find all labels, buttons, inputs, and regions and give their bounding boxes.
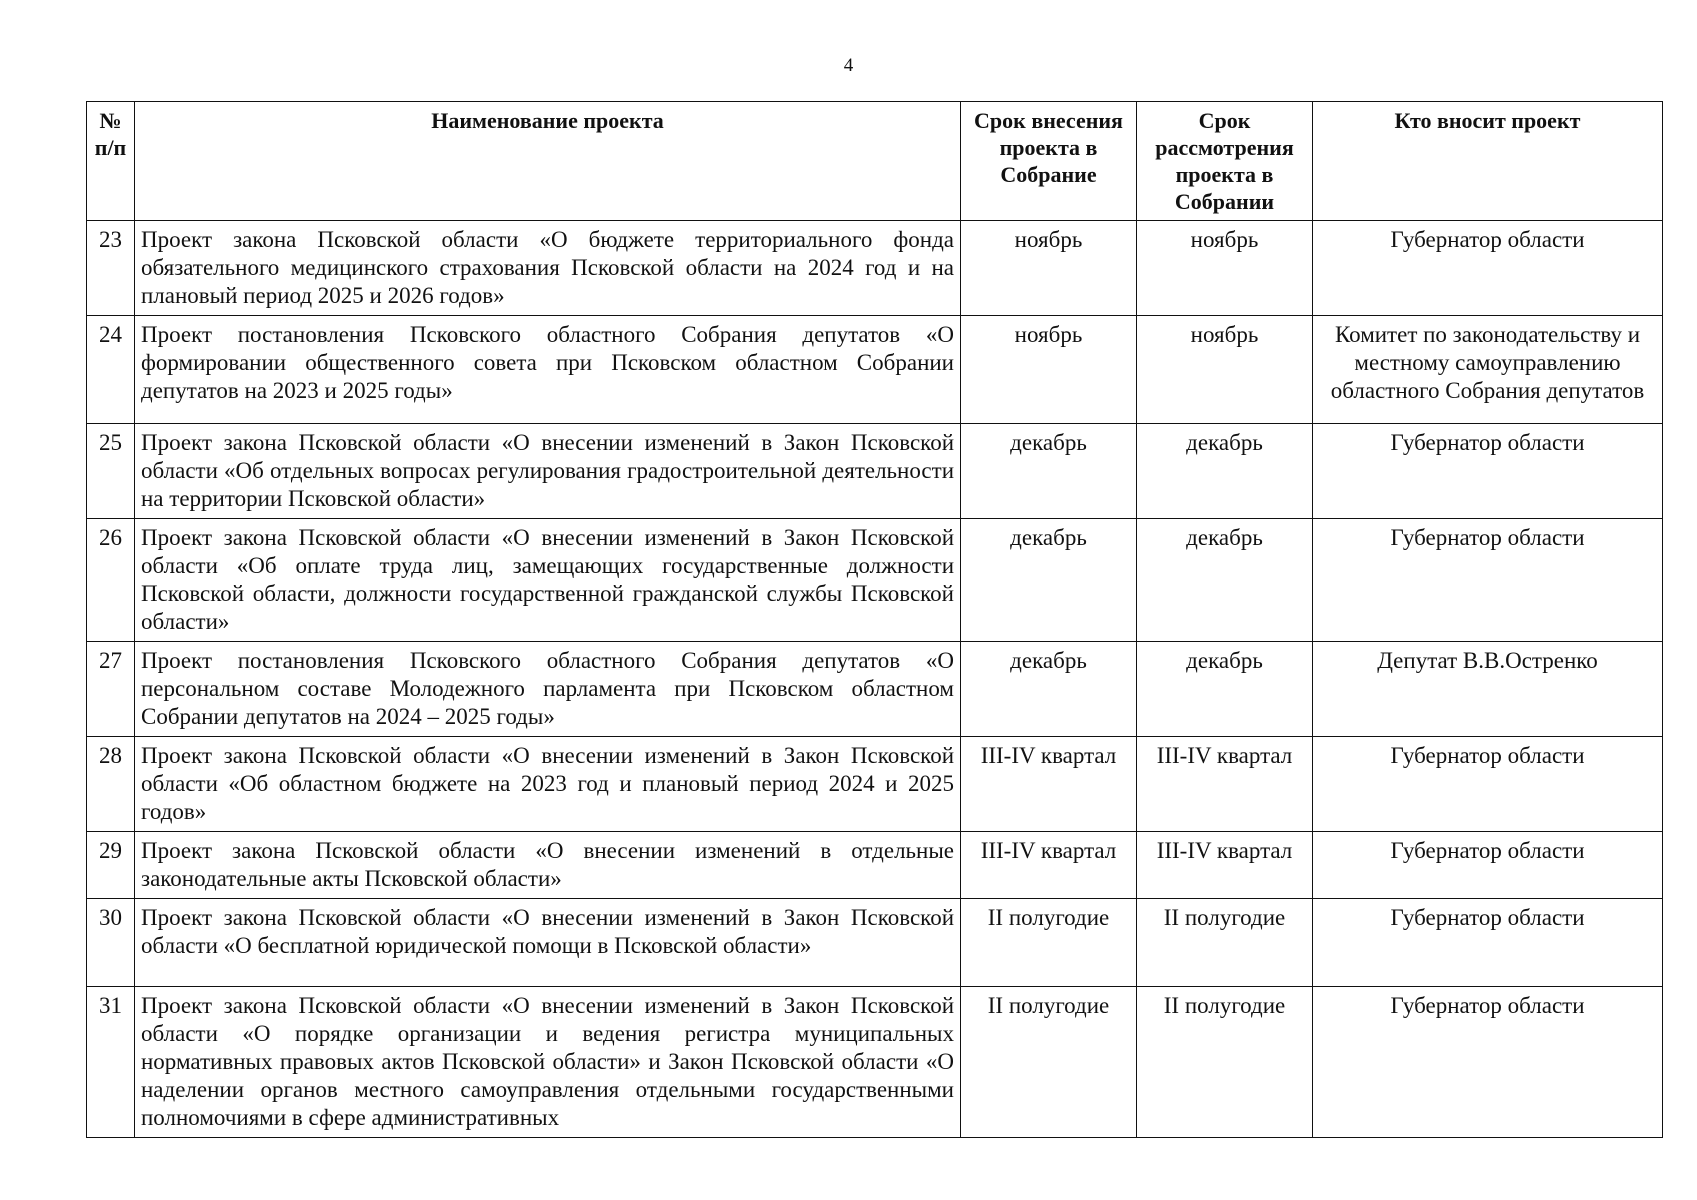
- row-project-name: Проект закона Псковской области «О внесении изменений в Закон Псковской области «Об областном бюджете на 2023 год и плановый период 2024 и 2025 годов»: [135, 737, 961, 832]
- row-submission-term: декабрь: [961, 642, 1137, 737]
- row-project-name: Проект закона Псковской области «О внесении изменений в Закон Псковской области «О порядке организации и ведения регистра муниципальных нормативных правовых актов Псковской области» и Закон Псковской области «О наделении органов местного самоуправления отдельными государственными полномочиями в сфере административных: [135, 987, 961, 1138]
- row-author: Губернатор области: [1313, 987, 1663, 1138]
- row-project-name: Проект закона Псковской области «О внесении изменений в Закон Псковской области «Об отдельных вопросах регулирования градостроительной деятельности на территории Псковской области»: [135, 424, 961, 519]
- table-row: [87, 221, 1663, 316]
- row-submission-term: декабрь: [961, 424, 1137, 519]
- row-review-term: ноябрь: [1137, 316, 1313, 424]
- row-submission-term: декабрь: [961, 519, 1137, 642]
- row-review-term: III-IV квартал: [1137, 832, 1313, 899]
- table-row: [87, 424, 1663, 519]
- row-author: Губернатор области: [1313, 899, 1663, 987]
- row-review-term: III-IV квартал: [1137, 737, 1313, 832]
- row-number: 24: [87, 316, 135, 424]
- row-submission-term: II полугодие: [961, 899, 1137, 987]
- page-number: 4: [843, 55, 854, 76]
- row-review-term: ноябрь: [1137, 221, 1313, 316]
- row-project-name: Проект закона Псковской области «О внесении изменений в Закон Псковской области «Об оплате труда лиц, замещающих государственные должности Псковской области, должности государственной гражданской службы Псковской области»: [135, 519, 961, 642]
- table-row: [87, 987, 1663, 1138]
- row-submission-term: II полугодие: [961, 987, 1137, 1138]
- row-review-term: декабрь: [1137, 642, 1313, 737]
- row-author: Губернатор области: [1313, 221, 1663, 316]
- header-review-term: Срок рассмотрения проекта в Собрании: [1137, 102, 1313, 221]
- table-row: [87, 899, 1663, 987]
- row-submission-term: ноябрь: [961, 316, 1137, 424]
- row-submission-term: III-IV квартал: [961, 737, 1137, 832]
- header-author: Кто вносит проект: [1313, 102, 1663, 221]
- table-header-row: [87, 102, 1663, 221]
- row-project-name: Проект закона Псковской области «О внесении изменений в отдельные законодательные акты Псковской области»: [135, 832, 961, 899]
- row-project-name: Проект закона Псковской области «О бюджете территориального фонда обязательного медицинского страхования Псковской области на 2024 год и на плановый период 2025 и 2026 годов»: [135, 221, 961, 316]
- row-number: 30: [87, 899, 135, 987]
- row-author: Губернатор области: [1313, 832, 1663, 899]
- row-submission-term: ноябрь: [961, 221, 1137, 316]
- row-review-term: декабрь: [1137, 519, 1313, 642]
- table-row: [87, 642, 1663, 737]
- row-author: Губернатор области: [1313, 424, 1663, 519]
- table-row: [87, 519, 1663, 642]
- row-number: 23: [87, 221, 135, 316]
- table-row: [87, 316, 1663, 424]
- row-number: 28: [87, 737, 135, 832]
- row-review-term: декабрь: [1137, 424, 1313, 519]
- header-submission-term: Срок внесения проекта в Собрание: [961, 102, 1137, 221]
- table-body: [87, 221, 1663, 1138]
- row-number: 31: [87, 987, 135, 1138]
- row-submission-term: III-IV квартал: [961, 832, 1137, 899]
- row-review-term: II полугодие: [1137, 987, 1313, 1138]
- row-project-name: Проект постановления Псковского областного Собрания депутатов «О формировании общественного совета при Псковском областном Собрании депутатов на 2023 и 2025 годы»: [135, 316, 961, 424]
- table-row: [87, 737, 1663, 832]
- row-author: Комитет по законодательству и местному самоуправлению областного Собрания депутатов: [1313, 316, 1663, 424]
- header-number: № п/п: [87, 102, 135, 221]
- row-author: Губернатор области: [1313, 737, 1663, 832]
- row-author: Депутат В.В.Остренко: [1313, 642, 1663, 737]
- row-author: Губернатор области: [1313, 519, 1663, 642]
- table-row: [87, 832, 1663, 899]
- row-review-term: II полугодие: [1137, 899, 1313, 987]
- row-number: 29: [87, 832, 135, 899]
- header-project-name: Наименование проекта: [135, 102, 961, 221]
- row-project-name: Проект постановления Псковского областного Собрания депутатов «О персональном составе Молодежного парламента при Псковском областном Собрании депутатов на 2024 – 2025 годы»: [135, 642, 961, 737]
- row-number: 27: [87, 642, 135, 737]
- row-project-name: Проект закона Псковской области «О внесении изменений в Закон Псковской области «О бесплатной юридической помощи в Псковской области»: [135, 899, 961, 987]
- row-number: 26: [87, 519, 135, 642]
- legislative-plan-table: [86, 101, 1663, 1138]
- row-number: 25: [87, 424, 135, 519]
